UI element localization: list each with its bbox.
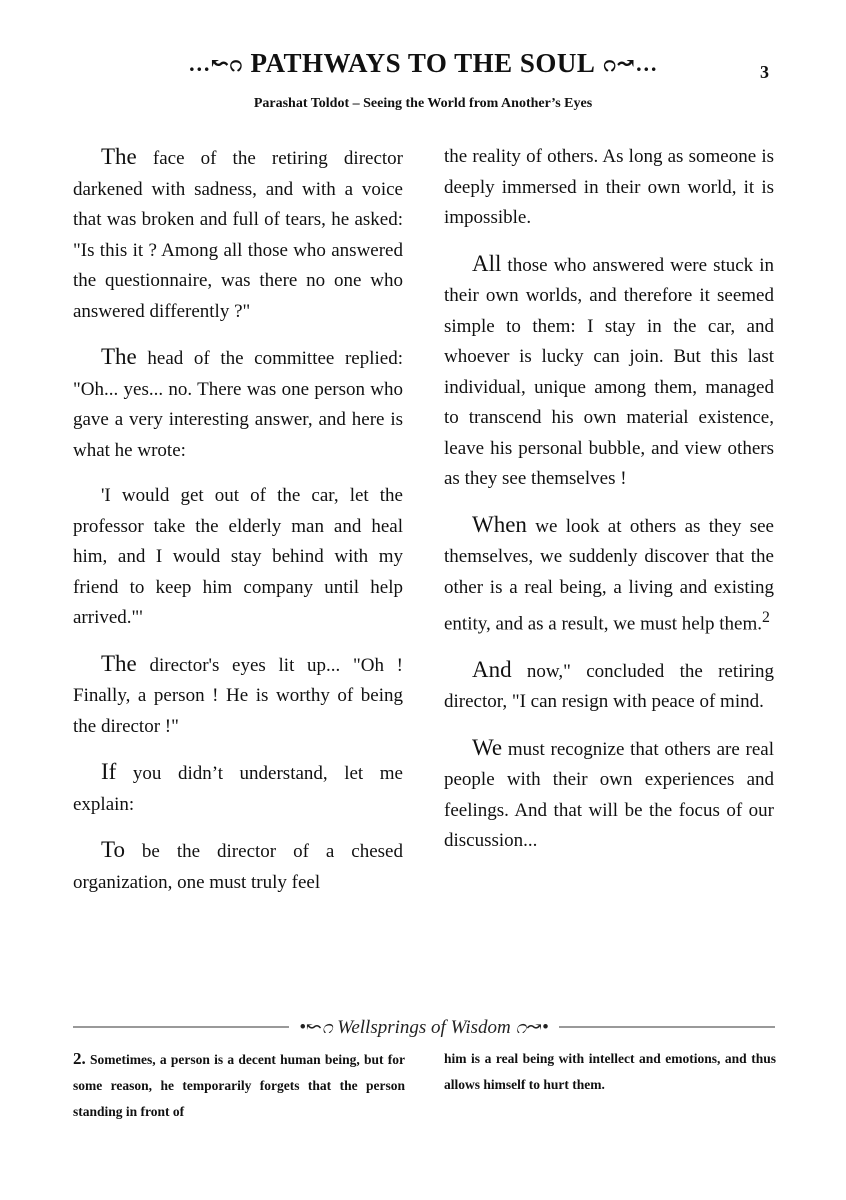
paragraph: [73, 342, 403, 466]
paragraph: [73, 649, 403, 743]
paragraph: [444, 510, 774, 640]
divider-line-right: [559, 1026, 775, 1028]
paragraph: [73, 481, 403, 634]
divider-flourish-right-icon: ೧↝•: [515, 1016, 549, 1038]
lead-word: The: [101, 650, 137, 676]
running-header: [0, 48, 846, 79]
divider-title: Wellsprings of Wisdom: [337, 1016, 511, 1038]
lead-word: We: [472, 734, 503, 760]
paragraph-text: 'I would get out of the car, let the professor take the elderly man and heal him, and I would stay behind with my friend to keep him company until help arrived."': [73, 485, 403, 628]
footnote-left-text: Sometimes, a person is a decent human being, but for some reason, he temporarily forgets that the person standing in front of: [73, 1052, 405, 1119]
paragraph: [73, 757, 403, 820]
section-divider: [73, 1012, 775, 1042]
paragraph: [444, 249, 774, 495]
paragraph-text: you didn’t understand, let me explain:: [73, 763, 403, 815]
paragraph-text: now," concluded the retiring director, "I can resign with peace of mind.: [444, 660, 774, 713]
paragraph-text: those who answered were stuck in their own worlds, and therefore it seemed simple to them: I stay in the car, and whoever is lucky can join. But this last individual, unique among them, managed to transcend his own material existence, leave his personal bubble, and view others as they see themselves !: [444, 254, 774, 489]
lead-word: And: [472, 656, 512, 682]
header-title-row: [0, 48, 846, 79]
paragraph: [444, 655, 774, 718]
chapter-subtitle: Parashat Toldot – Seeing the World from Another’s Eyes: [253, 96, 593, 111]
footnote-text: [73, 1046, 405, 1125]
paragraph-text: director's eyes lit up... "Oh ! Finally, a person ! He is worthy of being the director !": [73, 654, 403, 737]
flourish-left-icon: …↜೧: [188, 50, 243, 76]
footnote-left: [73, 1046, 405, 1125]
lead-word: When: [472, 511, 527, 537]
paragraph: [73, 142, 403, 327]
paragraph-text: head of the committee replied: "Oh... yes... no. There was one person who gave a very interesting answer, and here is what he wrote:: [73, 348, 403, 461]
paragraph: [73, 835, 403, 898]
lead-word: If: [101, 759, 117, 784]
right-column: [444, 142, 774, 872]
divider-line-left: [73, 1026, 289, 1028]
left-column: [73, 142, 403, 913]
paragraph-text: the reality of others. As long as someone is deeply immersed in their own world, it is impossible.: [444, 146, 774, 228]
lead-word: To: [101, 837, 125, 862]
paragraph: [444, 142, 774, 234]
book-title: PATHWAYS TO THE SOUL: [250, 48, 596, 78]
footnote-right: [444, 1046, 776, 1098]
paragraph-text: be the director of a chesed organization, one must truly feel: [73, 841, 403, 893]
flourish-right-icon: ೧↝…: [603, 50, 658, 76]
paragraph-text: must recognize that others are real people with their own experiences and feelings. And that will be the focus of our discussion...: [444, 738, 774, 852]
paragraph-text: we look at others as they see themselves, we suddenly discover that the other is a real being, a living and existing entity, and as a result, we must help them.: [444, 515, 774, 635]
paragraph-text: face of the retiring director darkened with sadness, and with a voice that was broken and full of tears, he asked: "Is this it ? Among all those who answered the questionnaire, was there no one who answered differently ?": [73, 148, 403, 322]
divider-flourish-left-icon: •↜೧: [299, 1016, 333, 1038]
lead-word: The: [101, 144, 137, 169]
footnote-marker: 2: [762, 609, 770, 626]
page-number: 3: [760, 62, 769, 82]
footnote-right-text: him is a real being with intellect and emotions, and thus allows himself to hurt them.: [444, 1051, 776, 1092]
paragraph: [444, 733, 774, 857]
lead-word: All: [472, 250, 502, 276]
lead-word: The: [101, 344, 137, 369]
footnote-number: 2.: [73, 1049, 86, 1068]
divider-label: [289, 1016, 558, 1039]
